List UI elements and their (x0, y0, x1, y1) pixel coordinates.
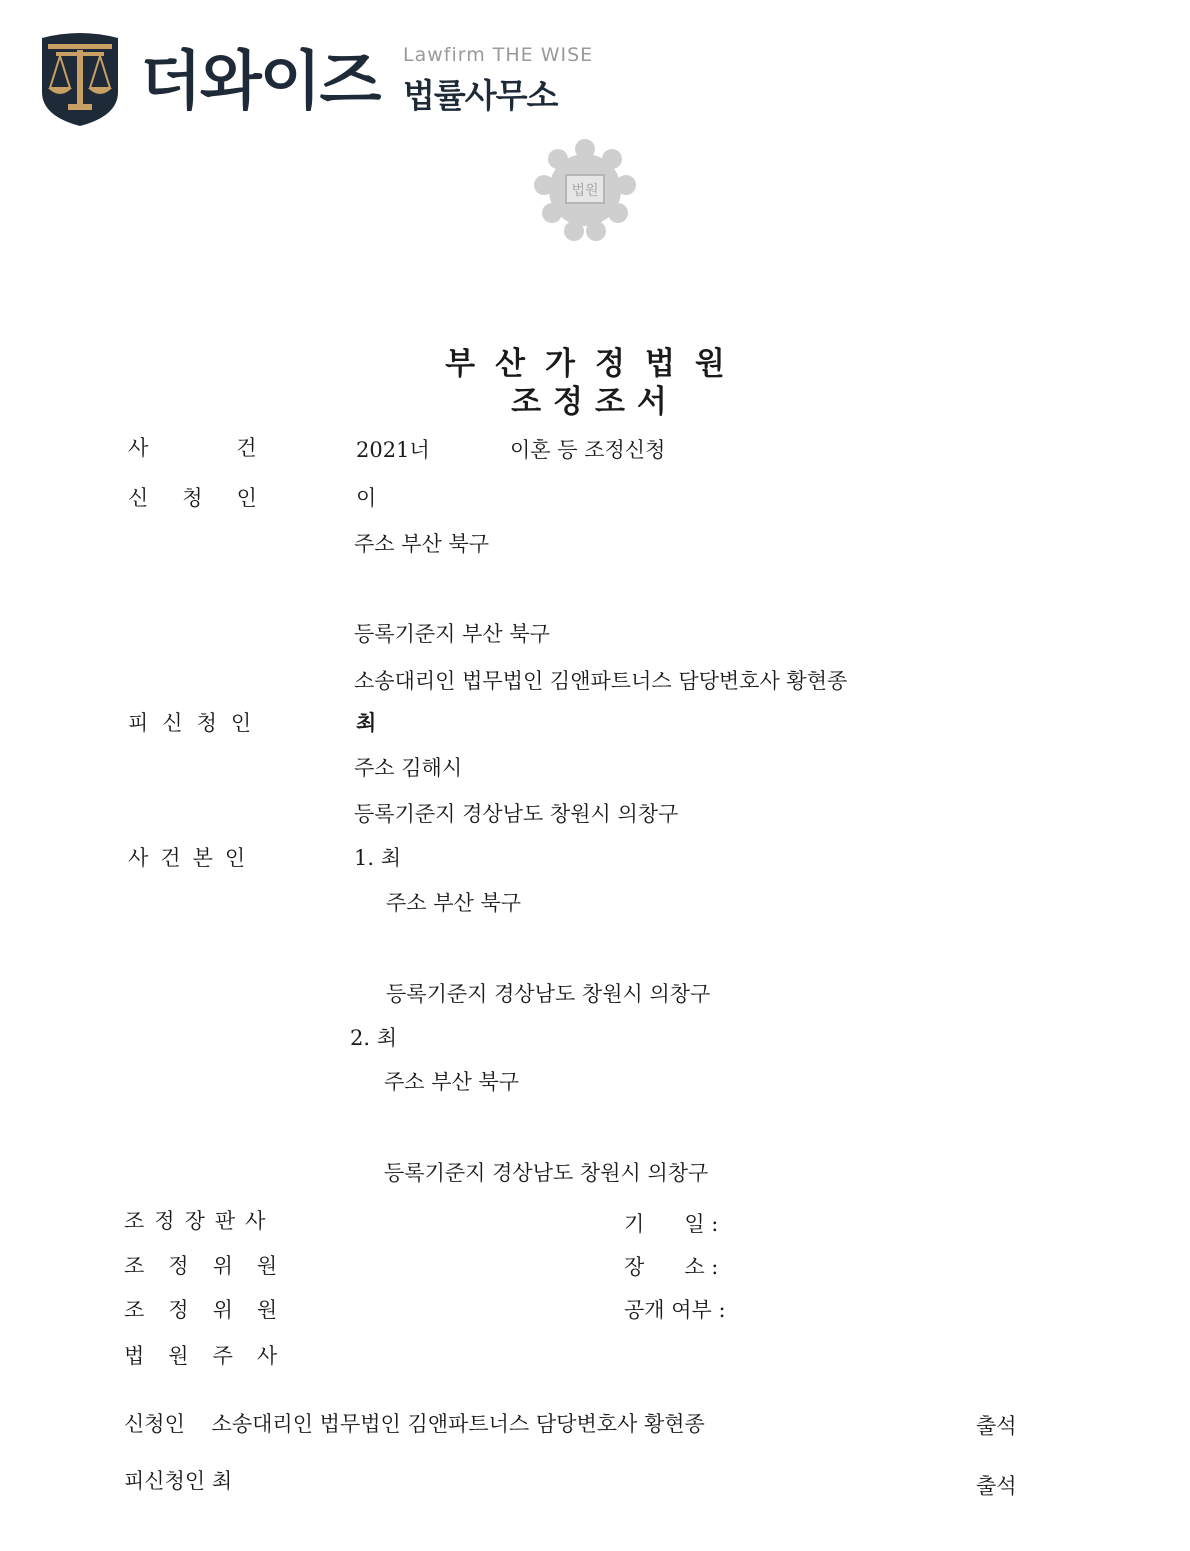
applicant-attendance-line: 신청인 소송대리인 법무법인 김앤파트너스 담당변호사 황현종 (124, 1412, 705, 1436)
principal-1-address: 주소 부산 북구 (386, 891, 522, 915)
principals-label: 사건본인 (128, 846, 258, 870)
mediation-judge-label: 조정장판사 (124, 1209, 276, 1233)
respondent-address: 주소 김해시 (354, 756, 463, 780)
principal-2-registry: 등록기준지 경상남도 창원시 의창구 (384, 1161, 709, 1185)
principal-1-name: 1. 최 (354, 846, 401, 870)
session-date-label: 기 일 : (624, 1212, 719, 1236)
respondent-attendance-line: 피신청인 최 (124, 1469, 233, 1493)
applicant-registry: 등록기준지 부산 북구 (354, 622, 550, 646)
mediation-member-2-label: 조정위원 (124, 1298, 302, 1322)
session-place-label: 장 소 : (624, 1255, 719, 1279)
respondent-name: 최 (356, 710, 377, 735)
principal-1-registry: 등록기준지 경상남도 창원시 의창구 (386, 982, 711, 1006)
court-seal-icon (530, 135, 640, 245)
applicant-attendance-status: 출석 (976, 1414, 1017, 1438)
scales-of-justice-icon (36, 30, 124, 128)
applicant-address: 주소 부산 북구 (354, 532, 490, 556)
applicant-name: 이 (356, 486, 377, 510)
session-public-label: 공개 여부 : (624, 1298, 726, 1322)
brand-subtitle: 법률사무소 (403, 76, 558, 115)
respondent-label: 피신청인 (128, 711, 266, 735)
principal-2-name: 2. 최 (350, 1026, 397, 1050)
principal-2-address: 주소 부산 북구 (384, 1070, 520, 1094)
case-label: 사건 (128, 436, 345, 460)
applicant-label: 신청인 (128, 486, 291, 510)
case-name: 이혼 등 조정신청 (510, 438, 666, 462)
applicant-agent: 소송대리인 법무법인 김앤파트너스 담당변호사 황현종 (354, 669, 848, 693)
respondent-registry: 등록기준지 경상남도 창원시 의창구 (354, 802, 679, 826)
court-clerk-label: 법원주사 (124, 1344, 302, 1368)
mediation-member-1-label: 조정위원 (124, 1254, 302, 1278)
court-title: 부산가정법원 (445, 346, 745, 382)
brand-name: 더와이즈 (140, 45, 380, 119)
respondent-attendance-status: 출석 (976, 1474, 1017, 1498)
document-title: 조정조서 (511, 384, 679, 420)
case-number: 2021너 (356, 438, 430, 462)
seal-text: 법원 (571, 183, 599, 199)
brand-english-name: Lawfirm THE WISE (403, 44, 594, 66)
